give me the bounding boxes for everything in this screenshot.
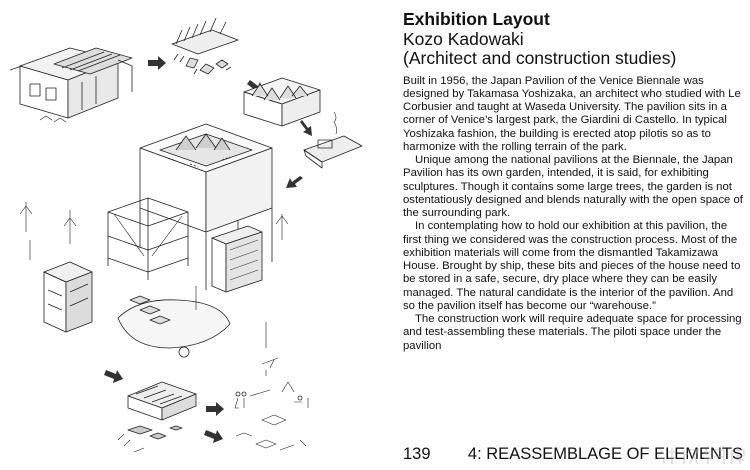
arrow-icon (204, 430, 223, 443)
page-number: 139 (403, 445, 431, 463)
chapter-title: 4: REASSEMBLAGE OF ELEMENTS (467, 445, 743, 463)
cargo-ship-drawing (304, 112, 362, 168)
arrow-icon (104, 370, 123, 383)
paragraph: In contemplating how to hold our exhibition at this pavilion, the first thing we considered was the construction process. Most of the exhibition materials will come from the dismantled Takamizawa House. Brought by ship, these bits and pieces of the house need to be stored in a safe, secure, dry place where they can be easily managed. The natural candidate is the interior of the pavilion. And so the pavilion itself has become our “warehouse.” (403, 220, 741, 312)
body-text (403, 75, 743, 353)
page-title: Exhibition Layout (403, 9, 550, 29)
assembly-workers-drawing (235, 358, 308, 450)
paragraph: The construction work will require adequate space for processing and test-assembling these materials. The piloti space under the pavilion (403, 313, 742, 352)
japan-pavilion-drawing (20, 124, 288, 357)
author-role: (Architect and construction studies) (403, 48, 677, 68)
watermark-logo (654, 446, 748, 466)
paragraph: Built in 1956, the Japan Pavilion of the Venice Biennale was designed by Takamasa Yoshizaka, an architect who studied with Le Corbusier and taught at Waseda University. The pavilion sits in a corner of Venice’s largest park, the Giardini di Castello. In typical Yoshizaka fashion, the building is erected atop pilotis so as to harmonize with the rolling terrain of the park. (403, 74, 741, 153)
arrow-icon (300, 120, 312, 136)
arrow-icon (286, 176, 303, 188)
dismantled-parts-drawing (172, 18, 238, 74)
arrow-icon (148, 56, 166, 70)
arrow-icon (206, 402, 224, 416)
author-name: Kozo Kadowaki (403, 28, 524, 49)
text-column (403, 10, 743, 353)
takamizawa-house-drawing (10, 48, 132, 122)
material-storage-drawing (118, 382, 196, 452)
paragraph: Unique among the national pavilions at the Biennale, the Japan Pavilion has its own garden, intended, it is said, for exhibiting sculptures. Though it contains some large trees, the garden is not ostentatiously designed and blends naturally with the open space of the surrounding park. (403, 154, 743, 219)
